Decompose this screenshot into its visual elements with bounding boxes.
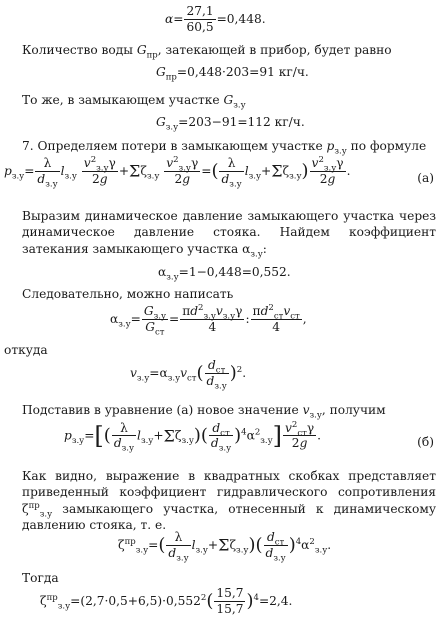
equation-label-a: (а): [417, 171, 434, 185]
alpha-ratio-formula: $\alpha_{з.у}=$ $\frac{G_{з.у}}{G_{ст}}$ = $\frac{\pi d^2_{з.у}v_{з.у}\gamma}{4}$ : $\frac{\pi d^2_{ст}v_{ст}}{4}$ ,: [110, 302, 307, 338]
p-zu-new-formula: $p_{з.у}=$[( $\frac{\lambda}{d_{з.у}}$ $l_{з.у}+\Sigma\zeta_{з.у}$)( $\frac{d_{ст}}{d_{з.у}}$ )$^4\alpha^2_{з.у}$] $\frac{v^2_{ст}\gamma}{2g}$ .: [64, 419, 322, 454]
seen-paragraph: Как видно, выражение в квадратных скобках представляет приведенный коэффициент гидравлического сопротивления $\zeta^{пр}_{з.у}$ замыкающего участка, отнесенный к динамическому давлению стояка, т. е.: [22, 469, 436, 533]
water-qty-line: Количество воды $G_{пр}$, затекающей в прибор, будет равно: [22, 43, 392, 61]
v-zu-formula: $v_{з.у}=\alpha_{з.у}v_{ст}$( $\frac{d_{ст}}{d_{з.у}}$ )$^2$.: [130, 358, 247, 392]
alpha-formula: α= $\frac{27,1}{60,5}$ =0,448.: [165, 4, 266, 34]
whence-line: откуда: [4, 343, 48, 357]
p-zu-formula: $p_{з.у}=$ $\frac{\lambda}{d_{з.у}}$ $l_{з.у}$ $\frac{v^2_{з.у}\gamma}{2g}$ $+\Sigma\zeta_{з.у}$ $\frac{v^2_{з.у}\gamma}{2g}$ =( $\frac{\lambda}{d_{з.у}}$ $l_{з.у}+\Sigma\zeta_{з.у}$) $\frac{v^2_{з.у}\gamma}{2g}$ .: [4, 154, 351, 190]
alpha-zu-formula: $\alpha_{з.у}=1-0,448=0,552$.: [158, 265, 291, 283]
express-paragraph: Выразим динамическое давление замыкающего участка через динамическое давление стояка. Найдем коэффициент затекания замыкающего участка $\alpha_{з.у}$:: [22, 209, 436, 260]
then-line: Тогда: [22, 571, 59, 585]
substituting-line: Подставив в уравнение (а) новое значение $v_{з.у}$, получим: [22, 403, 386, 421]
step7-line: 7. Определяем потери в замыкающем участке $p_{з.у}$ по формуле: [22, 139, 427, 157]
consequently-line: Следовательно, можно написать: [22, 287, 234, 301]
equation-label-b: (б): [417, 435, 434, 449]
g-pr-formula: $G_{пр}=0,448\cdot 203=91$ кг/ч.: [156, 65, 309, 83]
zeta-def-formula: $\zeta^{пр}_{з.у}=$( $\frac{\lambda}{d_{з.у}}$ $l_{з.у}+\Sigma\zeta_{з.у}$)( $\frac{d_{ст}}{d_{з.у}}$ )$^4\alpha^2_{з.у}$.: [118, 530, 332, 564]
zeta-calc-formula: $\zeta^{пр}_{з.у}=(2,7\cdot 0,5+6,5)\cdot 0,552^2$( $\frac{15,7}{15,7}$ )$^4$=2,4.: [40, 586, 293, 616]
same-in-line: То же, в замыкающем участке $G_{з.у}$: [22, 93, 246, 111]
g-zu-formula: $G_{з.у}=203-91=112$ кг/ч.: [156, 115, 305, 133]
